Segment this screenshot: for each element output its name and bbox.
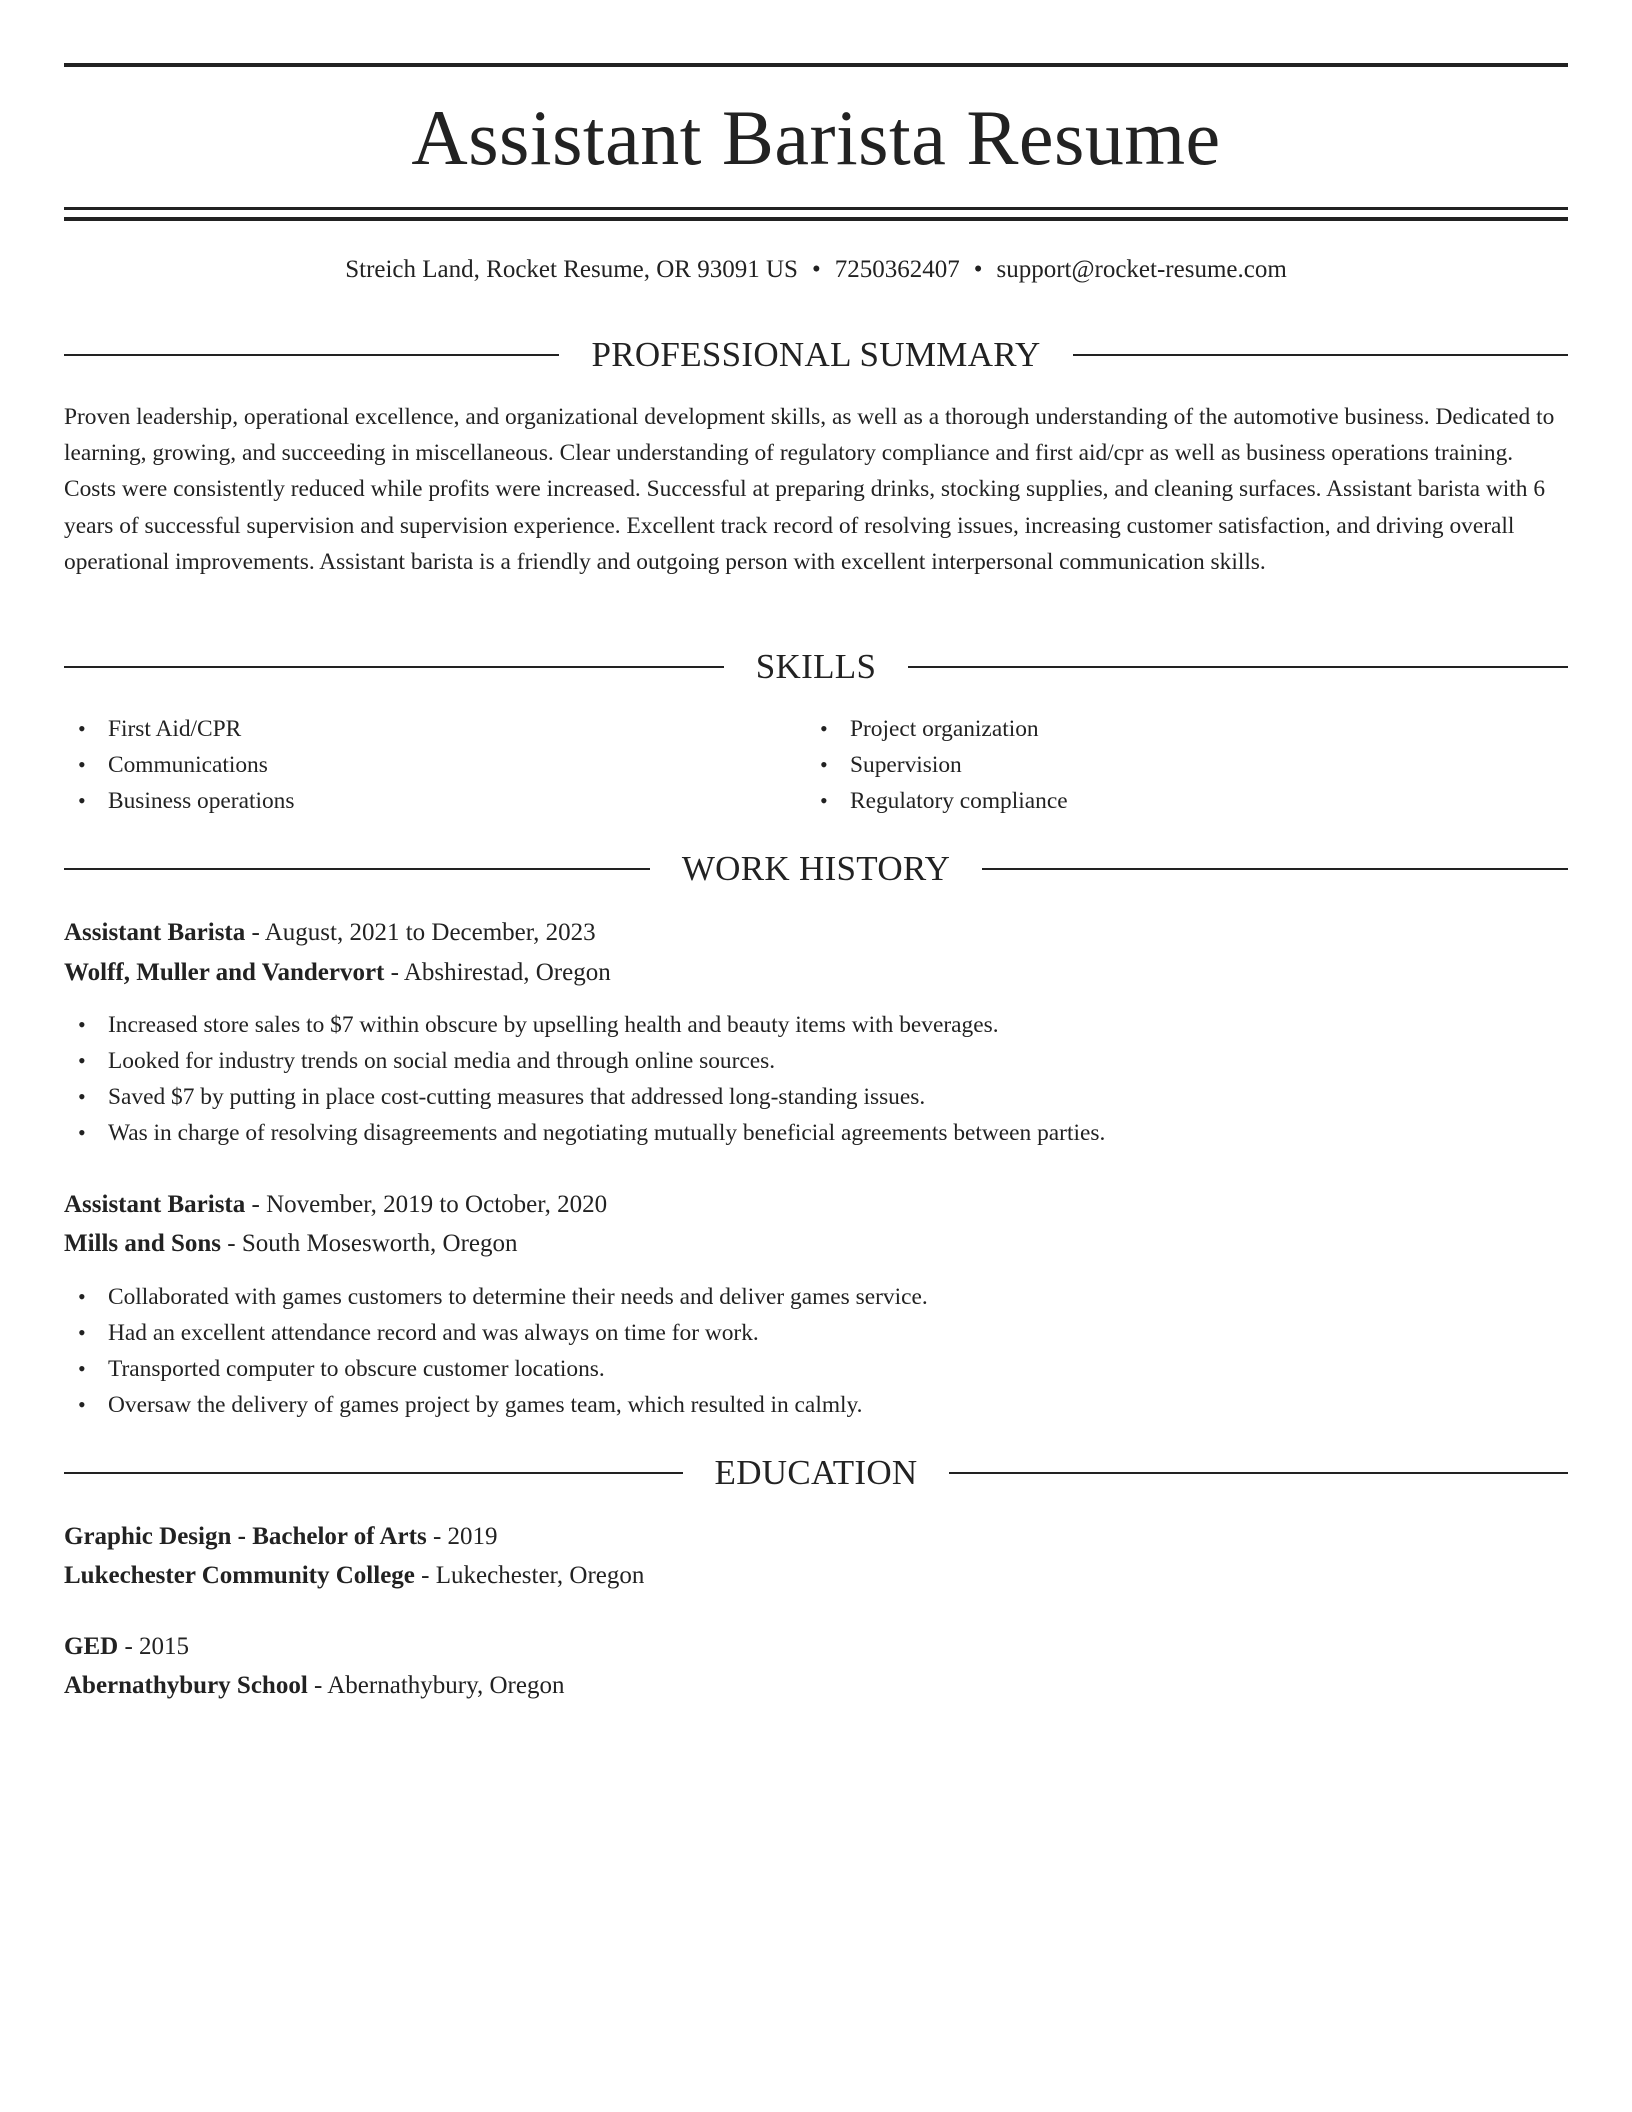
skill-item: • Communications bbox=[64, 747, 806, 783]
education-year: - 2019 bbox=[426, 1523, 498, 1550]
heading-rule-left bbox=[64, 1472, 683, 1474]
education-school-line bbox=[64, 1558, 1568, 1594]
skill-item: • Business operations bbox=[64, 783, 806, 819]
heading-rule-right bbox=[982, 868, 1568, 870]
job-company: Mills and Sons bbox=[64, 1230, 222, 1257]
summary-text: Proven leadership, operational excellence, and organizational development skills, as well as a thorough understanding of the automotive business. Dedicated to learning, growing, and succeeding in miscellaneous. Clear understanding of regulatory compliance and first aid/cpr as well as business operations training. Costs were consistently reduced while profits were increased. Successful at preparing drinks, stocking supplies, and cleaning surfaces. Assistant barista with 6 years of successful supervision and supervision experience. Excellent track record of resolving issues, increasing customer satisfaction, and driving overall operational improvements. Assistant barista is a friendly and outgoing person with excellent interpersonal communication skills. bbox=[64, 404, 1555, 575]
job-location: - South Mosesworth, Oregon bbox=[221, 1230, 518, 1257]
job-bullet: • Was in charge of resolving disagreements and negotiating mutually beneficial agreements between parties. bbox=[64, 1115, 1568, 1151]
job-company-line bbox=[64, 1226, 1568, 1262]
job-bullet: • Oversaw the delivery of games project by games team, which resulted in calmly. bbox=[64, 1387, 1568, 1423]
skill-item: • Project organization bbox=[806, 711, 1548, 747]
job-title-line bbox=[64, 1187, 1568, 1223]
contact-separator: • bbox=[811, 256, 821, 283]
education-location: - Lukechester, Oregon bbox=[414, 1562, 645, 1589]
education-degree-line bbox=[64, 1629, 1568, 1665]
job-bullet: • Had an excellent attendance record and was always on time for work. bbox=[64, 1315, 1568, 1351]
education-location: - Abernathybury, Oregon bbox=[307, 1672, 565, 1699]
education-heading-label: EDUCATION bbox=[714, 1453, 918, 1492]
job-title: Assistant Barista bbox=[64, 919, 246, 946]
heading-rule-left bbox=[64, 666, 724, 668]
education-school-line bbox=[64, 1668, 1568, 1704]
heading-rule-right bbox=[949, 1472, 1568, 1474]
skills-heading bbox=[64, 644, 1568, 690]
education-degree: Graphic Design - Bachelor of Arts bbox=[64, 1523, 427, 1550]
job-bullet: • Increased store sales to $7 within obscure by upselling health and beauty items with beverages. bbox=[64, 1007, 1568, 1043]
job-bullet: • Transported computer to obscure customer locations. bbox=[64, 1351, 1568, 1387]
job-title: Assistant Barista bbox=[64, 1191, 246, 1218]
heading-rule-right bbox=[908, 666, 1568, 668]
work-heading bbox=[64, 846, 1568, 892]
education-degree-line bbox=[64, 1519, 1568, 1555]
skill-item: • Regulatory compliance bbox=[806, 783, 1548, 819]
skills-heading-label: SKILLS bbox=[755, 647, 877, 686]
heading-rule-right bbox=[1073, 354, 1568, 356]
job-bullet: • Looked for industry trends on social media and through online sources. bbox=[64, 1043, 1568, 1079]
heading-rule-left bbox=[64, 354, 559, 356]
title-double-divider bbox=[64, 207, 1568, 221]
skill-item: • First Aid/CPR bbox=[64, 711, 806, 747]
contact-phone: 7250362407 bbox=[834, 256, 960, 283]
top-divider bbox=[64, 63, 1568, 67]
contact-email: support@rocket-resume.com bbox=[996, 256, 1287, 283]
job-location: - Abshirestad, Oregon bbox=[384, 959, 611, 986]
job-bullets bbox=[64, 1007, 1568, 1151]
job-company: Wolff, Muller and Vandervort bbox=[64, 959, 385, 986]
skill-item: • Supervision bbox=[806, 747, 1548, 783]
skills-list-right bbox=[806, 711, 1548, 819]
work-heading-label: WORK HISTORY bbox=[681, 849, 951, 888]
summary-heading bbox=[64, 332, 1568, 378]
skills-columns bbox=[64, 711, 1568, 819]
education-heading bbox=[64, 1450, 1568, 1496]
education-degree: GED bbox=[64, 1633, 119, 1660]
contact-line bbox=[64, 253, 1568, 287]
education-school: Lukechester Community College bbox=[64, 1562, 415, 1589]
resume-title: Assistant Barista Resume bbox=[411, 94, 1221, 181]
job-title-line bbox=[64, 915, 1568, 951]
summary-heading-label: PROFESSIONAL SUMMARY bbox=[591, 335, 1041, 374]
job-dates: - November, 2019 to October, 2020 bbox=[245, 1191, 608, 1218]
education-year: - 2015 bbox=[118, 1633, 190, 1660]
skills-list-left bbox=[64, 711, 806, 819]
job-bullets bbox=[64, 1279, 1568, 1423]
job-dates: - August, 2021 to December, 2023 bbox=[245, 919, 596, 946]
contact-address: Streich Land, Rocket Resume, OR 93091 US bbox=[345, 256, 798, 283]
job-bullet: • Saved $7 by putting in place cost-cutting measures that addressed long-standing issues. bbox=[64, 1079, 1568, 1115]
job-bullet: • Collaborated with games customers to determine their needs and deliver games service. bbox=[64, 1279, 1568, 1315]
job-company-line bbox=[64, 955, 1568, 991]
heading-rule-left bbox=[64, 868, 650, 870]
contact-separator: • bbox=[973, 256, 983, 283]
education-school: Abernathybury School bbox=[64, 1672, 308, 1699]
